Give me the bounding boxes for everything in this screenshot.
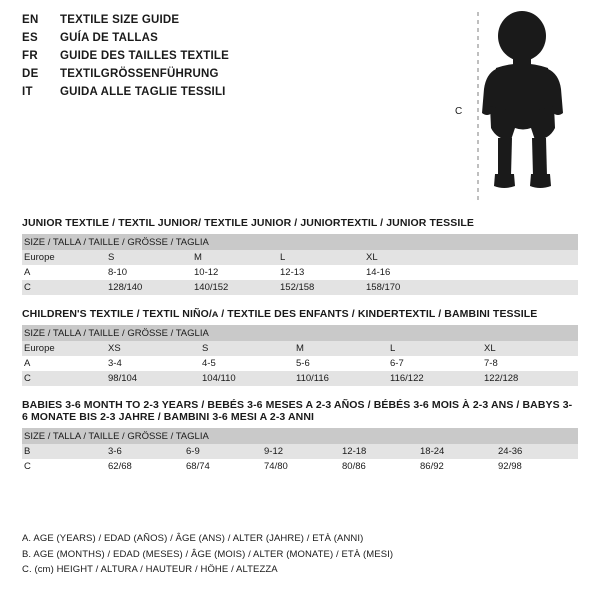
cell: 14-16 bbox=[366, 265, 452, 280]
cell: 140/152 bbox=[194, 280, 280, 295]
table-row bbox=[22, 341, 578, 356]
cell: 3-4 bbox=[108, 356, 202, 371]
cell: 6-9 bbox=[186, 444, 264, 459]
language-row bbox=[22, 50, 442, 68]
row-label: A bbox=[22, 265, 108, 280]
cell: 24-36 bbox=[498, 444, 578, 459]
spacer bbox=[22, 295, 578, 305]
table-band-row bbox=[22, 325, 578, 341]
size-table bbox=[22, 234, 578, 295]
cell: 18-24 bbox=[420, 444, 498, 459]
cell: 7-8 bbox=[484, 356, 578, 371]
section-babies-textile bbox=[22, 396, 578, 474]
table-band-row bbox=[22, 234, 578, 250]
cell: 158/170 bbox=[366, 280, 452, 295]
cell: 86/92 bbox=[420, 459, 498, 474]
section-junior-textile bbox=[22, 214, 578, 295]
language-title: TEXTILGRÖSSENFÜHRUNG bbox=[60, 68, 219, 80]
language-title: GUIDA ALLE TAGLIE TESSILI bbox=[60, 86, 226, 98]
table-band-row bbox=[22, 428, 578, 444]
cell: XL bbox=[366, 250, 452, 265]
language-code: DE bbox=[22, 68, 39, 80]
table-band-label: SIZE / TALLA / TAILLE / GRÖSSE / TAGLIA bbox=[22, 234, 578, 250]
row-label: B bbox=[22, 444, 108, 459]
cell: XL bbox=[484, 341, 578, 356]
legend-note: A. AGE (YEARS) / EDAD (AÑOS) / ÂGE (ANS) / ALTER (JAHRE) / ETÀ (ANNI) bbox=[22, 533, 364, 544]
language-row bbox=[22, 86, 442, 104]
table-row bbox=[22, 444, 578, 459]
cell: 3-6 bbox=[108, 444, 186, 459]
cell: 110/116 bbox=[296, 371, 390, 386]
language-code: FR bbox=[22, 50, 38, 62]
size-tables bbox=[22, 214, 578, 474]
language-code: IT bbox=[22, 86, 33, 98]
cell: 116/122 bbox=[390, 371, 484, 386]
table-row bbox=[22, 250, 578, 265]
cell: M bbox=[194, 250, 280, 265]
table-row bbox=[22, 356, 578, 371]
cell: 68/74 bbox=[186, 459, 264, 474]
table-row bbox=[22, 459, 578, 474]
cell: L bbox=[390, 341, 484, 356]
table-band-label: SIZE / TALLA / TAILLE / GRÖSSE / TAGLIA bbox=[22, 325, 578, 341]
language-row bbox=[22, 32, 442, 50]
table-row bbox=[22, 265, 578, 280]
spacer bbox=[22, 386, 578, 396]
language-row bbox=[22, 14, 442, 32]
cell: 9-12 bbox=[264, 444, 342, 459]
cell: 62/68 bbox=[108, 459, 186, 474]
legend-notes bbox=[22, 531, 578, 578]
language-title: GUIDE DES TAILLES TEXTILE bbox=[60, 50, 229, 62]
cell: 152/158 bbox=[280, 280, 366, 295]
cell: 74/80 bbox=[264, 459, 342, 474]
cell: 5-6 bbox=[296, 356, 390, 371]
section-title: CHILDREN'S TEXTILE / TEXTIL NIÑO/ᴀ / TEXTILE DES ENFANTS / KINDERTEXTIL / BAMBINI TESSILE bbox=[22, 308, 538, 320]
row-label: C bbox=[22, 459, 108, 474]
language-code: EN bbox=[22, 14, 39, 26]
size-table bbox=[22, 325, 578, 386]
cell: 98/104 bbox=[108, 371, 202, 386]
row-label: Europe bbox=[22, 341, 108, 356]
section-title: JUNIOR TEXTILE / TEXTIL JUNIOR/ TEXTILE JUNIOR / JUNIORTEXTIL / JUNIOR TESSILE bbox=[22, 217, 474, 229]
table-row bbox=[22, 371, 578, 386]
cell bbox=[452, 265, 578, 280]
measurement-label-c: C bbox=[455, 106, 463, 117]
legend-note: C. (cm) HEIGHT / ALTURA / HAUTEUR / HÖHE / ALTEZZA bbox=[22, 564, 278, 575]
cell bbox=[452, 250, 578, 265]
row-label: Europe bbox=[22, 250, 108, 265]
cell: 12-13 bbox=[280, 265, 366, 280]
cell: 128/140 bbox=[108, 280, 194, 295]
language-title: TEXTILE SIZE GUIDE bbox=[60, 14, 180, 26]
cell: 104/110 bbox=[202, 371, 296, 386]
table-row bbox=[22, 280, 578, 295]
legend-note: B. AGE (MONTHS) / EDAD (MESES) / ÂGE (MOIS) / ALTER (MONATE) / ETÀ (MESI) bbox=[22, 548, 394, 560]
cell: 12-18 bbox=[342, 444, 420, 459]
cell: S bbox=[108, 250, 194, 265]
toddler-silhouette-icon bbox=[440, 6, 590, 206]
row-label: C bbox=[22, 280, 108, 295]
cell: 8-10 bbox=[108, 265, 194, 280]
cell: 6-7 bbox=[390, 356, 484, 371]
cell: 80/86 bbox=[342, 459, 420, 474]
cell: XS bbox=[108, 341, 202, 356]
row-label: A bbox=[22, 356, 108, 371]
row-label: C bbox=[22, 371, 108, 386]
section-childrens-textile bbox=[22, 305, 578, 386]
cell: 122/128 bbox=[484, 371, 578, 386]
language-title: GUÍA DE TALLAS bbox=[60, 32, 158, 44]
cell: S bbox=[202, 341, 296, 356]
cell: L bbox=[280, 250, 366, 265]
cell: 4-5 bbox=[202, 356, 296, 371]
cell: M bbox=[296, 341, 390, 356]
section-title: BABIES 3-6 MONTH TO 2-3 YEARS / BEBÉS 3-6 MESES A 2-3 AÑOS / BÉBÉS 3-6 MOIS À 2-3 ANS / BABYS 3-6 MONATE BIS 2-3 JAHRE / BAMBINI 3-6 MESI A 2-3 ANNI bbox=[22, 399, 573, 423]
cell: 10-12 bbox=[194, 265, 280, 280]
cell: 92/98 bbox=[498, 459, 578, 474]
header-language-block bbox=[22, 14, 442, 104]
cell bbox=[452, 280, 578, 295]
size-table bbox=[22, 428, 578, 474]
table-band-label: SIZE / TALLA / TAILLE / GRÖSSE / TAGLIA bbox=[22, 428, 578, 444]
language-code: ES bbox=[22, 32, 38, 44]
language-row bbox=[22, 68, 442, 86]
